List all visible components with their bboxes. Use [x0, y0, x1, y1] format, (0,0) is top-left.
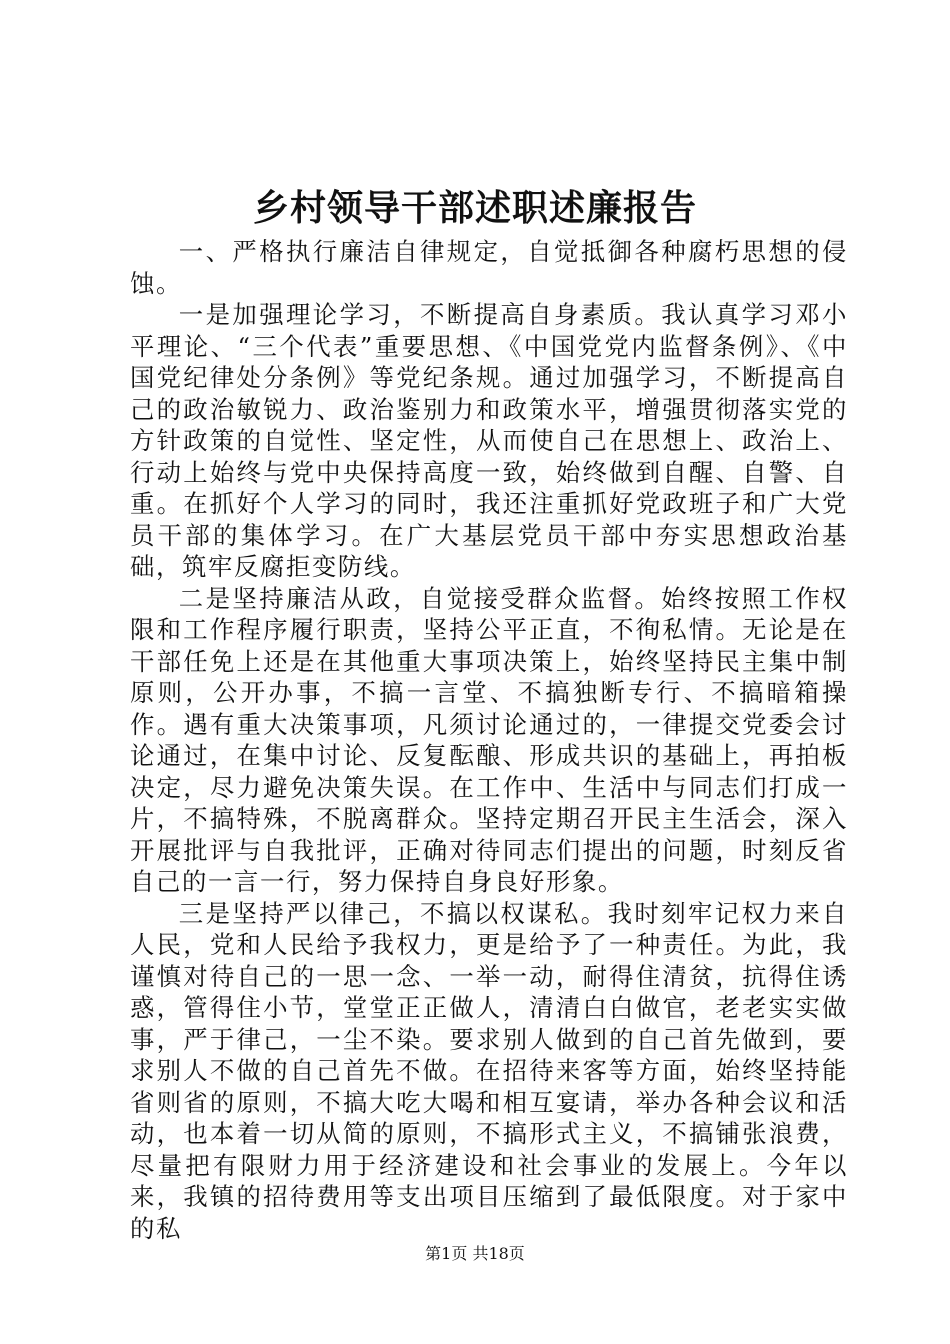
paragraph: 二是坚持廉洁从政，自觉接受群众监督。始终按照工作权限和工作程序履行职责，坚持公平正直，不徇私情。无论是在干部任免上还是在其他重大事项决策上，始终坚持民主集中制原则，公开办事，不搞一言堂、不搞独断专行、不搞暗箱操作。遇有重大决策事项，凡须讨论通过的，一律提交党委会讨论通过，在集中讨论、反复酝酿、形成共识的基础上，再拍板决定，尽力避免决策失误。在工作中、生活中与同志们打成一片，不搞特殊，不脱离群众。坚持定期召开民主生活会，深入开展批评与自我批评，正确对待同志们提出的问题，时刻反省自己的一言一行，努力保持自身良好形象。: [130, 583, 848, 896]
paragraph: 三是坚持严以律己，不搞以权谋私。我时刻牢记权力来自人民，党和人民给予我权力，更是给予了一种责任。为此，我谨慎对待自己的一思一念、一举一动，耐得住清贫，抗得住诱惑，管得住小节，堂堂正正做人，清清白白做官，老老实实做事，严于律己，一尘不染。要求别人做到的自己首先做到，要求别人不做的自己首先不做。在招待来客等方面，始终坚持能省则省的原则，不搞大吃大喝和相互宴请，举办各种会议和活动，也本着一切从简的原则，不搞形式主义，不搞铺张浪费，尽量把有限财力用于经济建设和社会事业的发展上。今年以来，我镇的招待费用等支出项目压缩到了最低限度。对于家中的私: [130, 898, 848, 1243]
paragraph: 一、严格执行廉洁自律规定，自觉抵御各种腐朽思想的侵蚀。: [130, 237, 848, 298]
document-body: [130, 236, 848, 1244]
paragraph: 一是加强理论学习，不断提高自身素质。我认真学习邓小平理论、“三个代表”重要思想、《中国党党内监督条例》、《中国党纪律处分条例》等党纪条规。通过加强学习，不断提高自己的政治敏锐力、政治鉴别力和政策水平，增强贯彻落实党的方针政策的自觉性、坚定性，从而使自己在思想上、政治上、行动上始终与党中央保持高度一致，始终做到自醒、自警、自重。在抓好个人学习的同时，我还注重抓好党政班子和广大党员干部的集体学习。在广大基层党员干部中夯实思想政治基础，筑牢反腐拒变防线。: [130, 300, 848, 581]
page-footer: 第1页 共18页: [425, 1244, 525, 1263]
page-title: 乡村领导干部述职述廉报告: [252, 187, 697, 229]
